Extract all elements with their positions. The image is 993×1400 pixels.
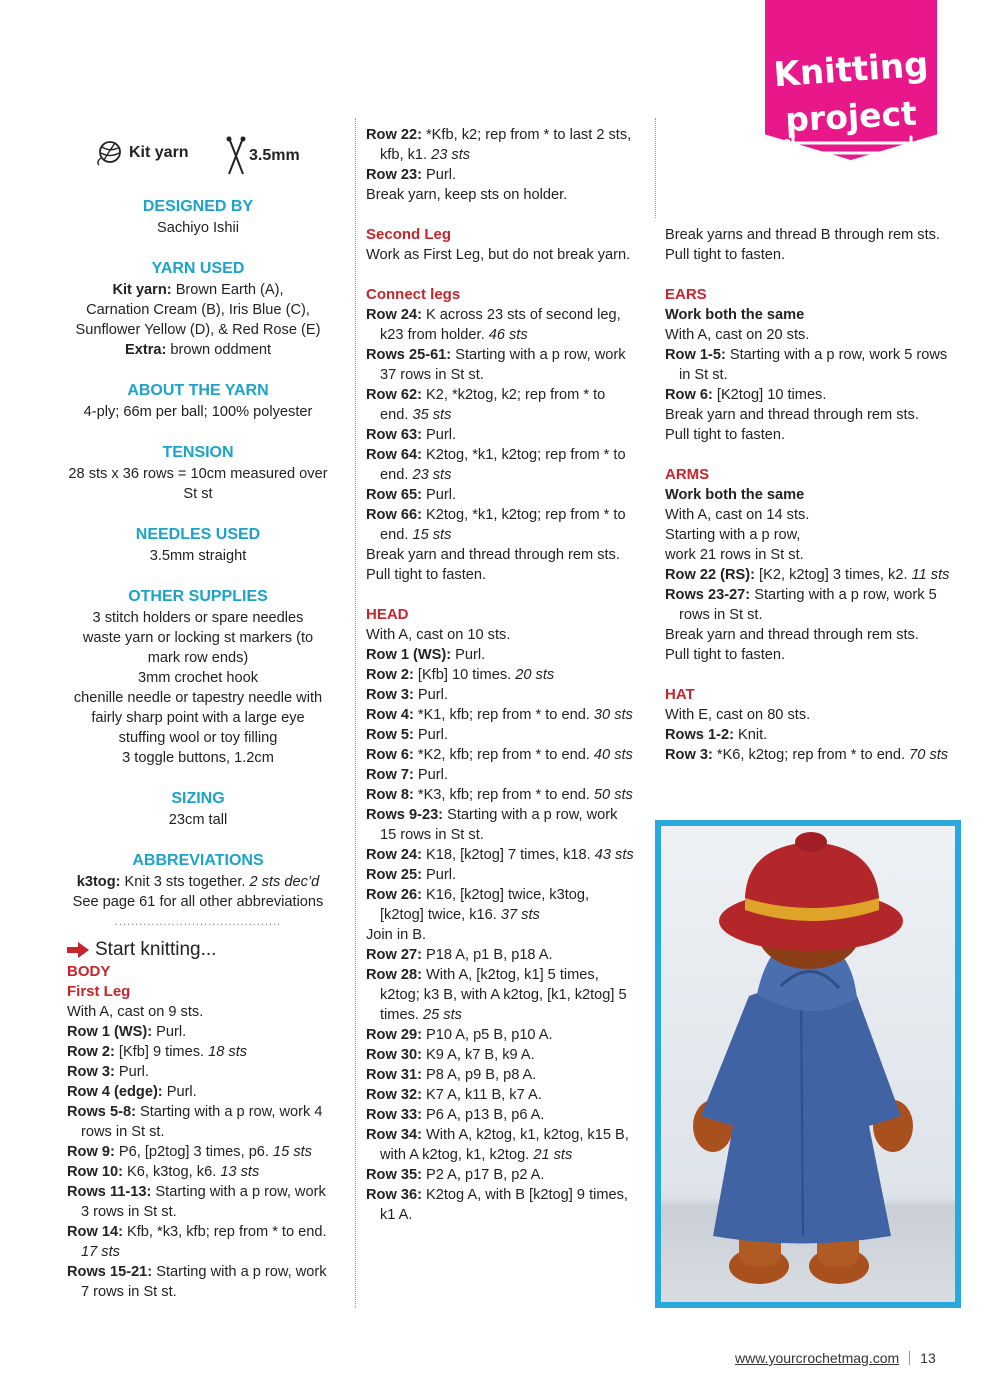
row-label: Row 2:	[366, 667, 414, 683]
info-section-line: fairly sharp point with a large eye	[91, 710, 305, 726]
row-label: Rows 9-23:	[366, 807, 444, 823]
instruction-row	[665, 625, 955, 645]
instruction-row	[67, 1142, 329, 1162]
info-section-title: NEEDLES USED	[135, 526, 261, 543]
row-text: Knit.	[733, 727, 768, 743]
info-text: Carnation Cream (B), Iris Blue (C),	[86, 302, 310, 318]
footer-url[interactable]: www.yourcrochetmag.com	[735, 1350, 900, 1366]
instruction-row	[366, 705, 636, 725]
section-heading: First Leg	[67, 983, 131, 1000]
row-label: Row 35:	[366, 1167, 422, 1183]
section-heading: HAT	[665, 686, 695, 703]
row-label: Row 25:	[366, 867, 422, 883]
row-text: Work as First Leg, but do not break yarn.	[366, 247, 631, 263]
row-text: K2, *k2tog, k2; rep from * to end.	[380, 387, 606, 423]
instruction-row	[366, 1085, 636, 1105]
column-3	[665, 225, 955, 765]
row-text: Starting with a p row, work 4 rows in St st.	[81, 1104, 323, 1140]
instruction-row	[366, 1165, 636, 1185]
row-label: Row 1 (WS):	[366, 647, 452, 663]
row-text: Break yarns and thread B through rem sts.	[665, 227, 940, 243]
pattern-info-sections	[67, 196, 329, 912]
info-section-line: 3.5mm straight	[149, 548, 247, 564]
instruction-row	[366, 665, 636, 685]
info-text: Knit 3 sts together.	[120, 874, 250, 890]
row-text: Starting with a p row, work 5 rows in St st.	[679, 587, 937, 623]
instruction-row	[67, 1102, 329, 1142]
row-label: Row 62:	[366, 387, 422, 403]
info-section-title: YARN USED	[151, 260, 245, 277]
teddy-bear-photo	[655, 820, 961, 1308]
row-label: Row 30:	[366, 1047, 422, 1063]
row-text: With A, k2tog, k1, k2tog, k15 B, with A k2tog, k1, k2tog.	[380, 1127, 629, 1163]
stitch-count: 50 sts	[593, 787, 633, 803]
stitch-count: 35 sts	[412, 407, 452, 423]
stitch-count: 23 sts	[412, 467, 452, 483]
info-section-line: 4-ply; 66m per ball; 100% polyester	[83, 404, 313, 420]
column-2	[366, 125, 636, 1225]
arrow-right-icon	[67, 942, 89, 958]
info-note: 2 sts dec’d	[249, 874, 320, 890]
info-section-title: OTHER SUPPLIES	[128, 588, 268, 605]
row-text: Pull tight to fasten.	[665, 647, 786, 663]
row-text: P10 A, p5 B, p10 A.	[421, 1027, 553, 1043]
row-text: Purl.	[114, 1064, 149, 1080]
instruction-row	[665, 745, 955, 765]
row-text: Purl.	[421, 167, 457, 183]
footer-separator	[909, 1351, 910, 1365]
row-text: Starting with a p row, work 5 rows in St st.	[679, 347, 948, 383]
instruction-row	[67, 1002, 329, 1022]
info-section-line: 3mm crochet hook	[137, 670, 259, 686]
row-label: Row 66:	[366, 507, 422, 523]
row-label: Rows 15-21:	[67, 1264, 153, 1280]
row-text: [K2, k2tog] 3 times, k2.	[755, 567, 912, 583]
stitch-count: 21 sts	[533, 1147, 573, 1163]
kit-needle	[225, 136, 300, 176]
instruction-row	[67, 1162, 329, 1182]
info-section-line: waste yarn or locking st markers (to	[82, 630, 314, 646]
stitch-count: 30 sts	[593, 707, 633, 723]
instruction-row	[665, 565, 955, 585]
section-heading: ARMS	[665, 466, 710, 483]
instruction-row	[665, 345, 955, 385]
instruction-row	[366, 745, 636, 765]
instruction-row	[67, 1082, 329, 1102]
row-text: P6, [p2tog] 3 times, p6.	[114, 1144, 274, 1160]
row-text: Starting with a p row, work 37 rows in St st.	[380, 347, 626, 383]
row-text: With A, cast on 14 sts.	[665, 507, 810, 523]
row-text: With E, cast on 80 sts.	[665, 707, 811, 723]
row-label: Rows 23-27:	[665, 587, 751, 603]
start-knitting-heading	[67, 938, 329, 962]
stitch-count: 13 sts	[220, 1164, 260, 1180]
row-text: Purl.	[413, 687, 448, 703]
row-label: Row 7:	[366, 767, 414, 783]
column-divider	[355, 118, 356, 1308]
instruction-row	[67, 1062, 329, 1082]
knitting-project-banner	[765, 0, 937, 160]
row-label: Row 27:	[366, 947, 422, 963]
info-section-line: 28 sts x 36 rows = 10cm measured over	[68, 466, 328, 482]
kit-info	[67, 140, 329, 174]
stitch-count: 43 sts	[594, 847, 634, 863]
row-label: Row 23:	[366, 167, 422, 183]
instruction-row	[366, 1025, 636, 1045]
instruction-row	[665, 425, 955, 445]
banner-line2: project	[784, 93, 918, 140]
row-label: Row 1-5:	[665, 347, 726, 363]
stitch-count: 15 sts	[412, 527, 452, 543]
row-label: Row 28:	[366, 967, 422, 983]
row-text: Starting with a p row,	[665, 527, 801, 543]
row-label: Rows 5-8:	[67, 1104, 136, 1120]
stitch-count: 46 sts	[488, 327, 528, 343]
row-text: work 21 rows in St st.	[665, 547, 804, 563]
stitch-count: 17 sts	[81, 1244, 120, 1260]
instruction-row	[366, 345, 636, 385]
row-label: Row 64:	[366, 447, 422, 463]
row-label: Rows 1-2:	[665, 727, 734, 743]
info-section-line: mark row ends)	[147, 650, 249, 666]
stitch-count: 23 sts	[431, 147, 471, 163]
instruction-row	[67, 1262, 329, 1302]
body-instructions	[67, 962, 329, 1302]
instruction-row	[366, 845, 636, 865]
row-label: Row 63:	[366, 427, 422, 443]
row-label: Row 36:	[366, 1187, 422, 1203]
row-text: Starting with a p row, work 7 rows in St st.	[81, 1264, 327, 1300]
info-section-line: 3 toggle buttons, 1.2cm	[122, 750, 274, 766]
instruction-row	[67, 1222, 329, 1262]
stitch-count: 70 sts	[909, 747, 949, 763]
instruction-row	[366, 925, 636, 945]
row-text: Purl.	[421, 487, 457, 503]
info-section-line: Sachiyo Ishii	[157, 220, 239, 236]
instruction-row	[366, 765, 636, 785]
instruction-row	[366, 125, 636, 165]
instruction-row	[366, 1185, 636, 1225]
column-divider	[655, 118, 656, 218]
row-text: *K1, kfb; rep from * to end.	[413, 707, 594, 723]
row-text: *Kfb, k2; rep from * to last 2 sts, kfb, k1.	[380, 127, 632, 163]
instruction-row	[665, 325, 955, 345]
instruction-row	[366, 645, 636, 665]
info-label: Kit yarn:	[112, 282, 172, 298]
row-text: With A, cast on 10 sts.	[366, 627, 511, 643]
subheading: Work both the same	[665, 307, 805, 323]
row-label: Row 3:	[366, 687, 414, 703]
info-section-title: ABBREVIATIONS	[132, 852, 264, 869]
instruction-row	[366, 505, 636, 545]
row-label: Row 10:	[67, 1164, 123, 1180]
info-text: See page 61 for all other abbreviations	[72, 894, 324, 910]
row-label: Row 6:	[665, 387, 713, 403]
row-text: Pull tight to fasten.	[665, 427, 786, 443]
section-heading: EARS	[665, 286, 707, 303]
info-section-line	[67, 340, 329, 360]
instruction-row	[366, 965, 636, 1025]
row-text: Break yarn and thread through rem sts.	[665, 627, 919, 643]
info-section-line: 3 stitch holders or spare needles	[92, 610, 304, 626]
stitch-count: 20 sts	[515, 667, 555, 683]
row-label: Row 26:	[366, 887, 422, 903]
instruction-row	[665, 405, 955, 425]
instruction-row	[67, 1022, 329, 1042]
page-footer	[735, 1350, 936, 1366]
instruction-row	[366, 445, 636, 485]
row-text: P18 A, p1 B, p18 A.	[421, 947, 553, 963]
row-text: *K3, kfb; rep from * to end.	[413, 787, 594, 803]
row-label: Row 6:	[366, 747, 414, 763]
stitch-count: 37 sts	[500, 907, 540, 923]
stitch-count: 18 sts	[208, 1044, 248, 1060]
instruction-row	[366, 1045, 636, 1065]
instruction-row	[366, 485, 636, 505]
row-label: Row 1 (WS):	[67, 1024, 153, 1040]
info-section-line	[67, 872, 329, 892]
info-label: k3tog:	[76, 874, 121, 890]
row-text: Pull tight to fasten.	[366, 567, 487, 583]
instruction-row	[665, 705, 955, 725]
instruction-row	[366, 1125, 636, 1165]
instruction-row	[366, 185, 636, 205]
info-text: Brown Earth (A),	[171, 282, 284, 298]
instruction-row	[366, 245, 636, 265]
row-text: With A, cast on 9 sts.	[67, 1004, 204, 1020]
instruction-row	[366, 685, 636, 705]
row-label: Rows 11-13:	[67, 1184, 152, 1200]
row-text: Purl.	[421, 867, 457, 883]
row-text: With A, [k2tog, k1] 5 times, k2tog; k3 B, with A k2tog, [k1, k2tog] 5 times.	[380, 967, 627, 1023]
knitted-bear-illustration	[661, 826, 955, 1302]
instruction-row	[366, 565, 636, 585]
row-label: Row 4 (edge):	[67, 1084, 163, 1100]
instruction-row	[366, 725, 636, 745]
row-text: K across 23 sts of second leg, k23 from holder.	[380, 307, 621, 343]
instruction-row	[665, 525, 955, 545]
row-text: *K2, kfb; rep from * to end.	[413, 747, 594, 763]
row-text: Break yarn, keep sts on holder.	[366, 187, 568, 203]
section-heading: HEAD	[366, 606, 409, 623]
info-section-line	[67, 892, 329, 912]
row-label: Row 3:	[665, 747, 713, 763]
row-label: Row 65:	[366, 487, 422, 503]
yarn-ball-icon	[95, 140, 123, 166]
info-section-title: TENSION	[162, 444, 234, 461]
info-section-line: stuffing wool or toy filling	[118, 730, 278, 746]
kit-needle-label: 3.5mm	[249, 147, 300, 164]
row-text: Purl.	[413, 727, 448, 743]
info-text: brown oddment	[166, 342, 272, 358]
instruction-row	[665, 645, 955, 665]
row-text: Purl.	[152, 1024, 187, 1040]
row-label: Row 31:	[366, 1067, 422, 1083]
row-text: Purl.	[451, 647, 486, 663]
instruction-row	[366, 385, 636, 425]
instruction-row	[665, 545, 955, 565]
stitch-count: 40 sts	[593, 747, 633, 763]
row-label: Row 33:	[366, 1107, 422, 1123]
row-text: Break yarn and thread through rem sts.	[366, 547, 620, 563]
instruction-row	[665, 245, 955, 265]
kit-yarn	[95, 140, 189, 166]
row-text: K18, [k2tog] 7 times, k18.	[421, 847, 595, 863]
row-label: Row 3:	[67, 1064, 115, 1080]
row-text: Starting with a p row, work 3 rows in St st.	[81, 1184, 326, 1220]
row-text: K16, [k2tog] twice, k3tog, [k2tog] twice, k16.	[380, 887, 590, 923]
row-label: Row 2:	[67, 1044, 115, 1060]
row-text: K2tog, *k1, k2tog; rep from * to end.	[380, 447, 626, 483]
row-text: Break yarn and thread through rem sts.	[665, 407, 919, 423]
kit-yarn-label: Kit yarn	[129, 144, 189, 161]
row-text: K2tog A, with B [k2tog] 9 times, k1 A.	[380, 1187, 628, 1223]
row-text: K6, k3tog, k6.	[122, 1164, 221, 1180]
needles-icon	[225, 136, 247, 176]
row-label: Row 29:	[366, 1027, 422, 1043]
info-section-title: ABOUT THE YARN	[127, 382, 269, 399]
row-label: Row 32:	[366, 1087, 422, 1103]
instruction-row	[665, 505, 955, 525]
instruction-row	[366, 945, 636, 965]
row-text: *K6, k2tog; rep from * to end.	[712, 747, 910, 763]
row-label: Row 9:	[67, 1144, 115, 1160]
row-label: Row 24:	[366, 847, 422, 863]
row-text: [Kfb] 10 times.	[413, 667, 516, 683]
instruction-row	[67, 1042, 329, 1062]
info-section-line	[67, 300, 329, 320]
info-section-title: SIZING	[171, 790, 225, 807]
banner-line1: Knitting	[772, 44, 930, 96]
instruction-row	[366, 865, 636, 885]
row-label: Row 22 (RS):	[665, 567, 755, 583]
instruction-row	[366, 165, 636, 185]
instruction-row	[366, 1065, 636, 1085]
info-text: Sunflower Yellow (D), & Red Rose (E)	[75, 322, 321, 338]
instruction-row	[366, 425, 636, 445]
row-text: Join in B.	[366, 927, 427, 943]
section-heading: Second Leg	[366, 226, 452, 243]
row-text: Purl.	[162, 1084, 197, 1100]
section-heading: BODY	[67, 963, 111, 980]
row-text: K9 A, k7 B, k9 A.	[421, 1047, 535, 1063]
start-knitting-label: Start knitting...	[95, 939, 217, 960]
instruction-row	[665, 585, 955, 625]
row-text: P8 A, p9 B, p8 A.	[421, 1067, 537, 1083]
knitting-needles-icon	[773, 135, 931, 165]
info-label: Extra:	[124, 342, 167, 358]
row-text: [K2tog] 10 times.	[712, 387, 827, 403]
row-label: Row 34:	[366, 1127, 422, 1143]
instruction-row	[665, 385, 955, 405]
dotted-separator: .........................................	[114, 916, 282, 928]
row-label: Row 5:	[366, 727, 414, 743]
column-1	[67, 140, 329, 1302]
row-text: P6 A, p13 B, p6 A.	[421, 1107, 545, 1123]
row-label: Row 14:	[67, 1224, 123, 1240]
instruction-row	[665, 225, 955, 245]
row-label: Row 22:	[366, 127, 422, 143]
row-label: Rows 25-61:	[366, 347, 452, 363]
row-text: Starting with a p row, work 15 rows in St st.	[380, 807, 618, 843]
section-heading: Connect legs	[366, 286, 461, 303]
row-text: Purl.	[413, 767, 448, 783]
row-label: Row 24:	[366, 307, 422, 323]
row-label: Row 8:	[366, 787, 414, 803]
row-text: P2 A, p17 B, p2 A.	[421, 1167, 545, 1183]
info-section-line: chenille needle or tapestry needle with	[73, 690, 323, 706]
instruction-row	[366, 305, 636, 345]
info-section-line: 23cm tall	[168, 812, 228, 828]
instruction-row	[366, 805, 636, 845]
info-section-line	[67, 320, 329, 340]
info-section-line	[67, 280, 329, 300]
instruction-row	[665, 725, 955, 745]
page-number: 13	[920, 1350, 936, 1366]
instruction-row	[366, 545, 636, 565]
row-text: Purl.	[421, 427, 457, 443]
instruction-row	[366, 785, 636, 805]
row-text: K2tog, *k1, k2tog; rep from * to end.	[380, 507, 626, 543]
row-text: Kfb, *k3, kfb; rep from * to end.	[122, 1224, 327, 1240]
instruction-row	[67, 1182, 329, 1222]
row-text: With A, cast on 20 sts.	[665, 327, 810, 343]
row-text: [Kfb] 9 times.	[114, 1044, 209, 1060]
row-text: K7 A, k11 B, k7 A.	[421, 1087, 542, 1103]
row-label: Row 4:	[366, 707, 414, 723]
instruction-row	[366, 885, 636, 925]
stitch-count: 11 sts	[911, 567, 950, 583]
instruction-row	[366, 1105, 636, 1125]
subheading: Work both the same	[665, 487, 805, 503]
stitch-count: 15 sts	[273, 1144, 312, 1160]
row-text: Pull tight to fasten.	[665, 247, 786, 263]
stitch-count: 25 sts	[422, 1007, 462, 1023]
info-section-line: St st	[183, 486, 213, 502]
info-section-title: DESIGNED BY	[142, 198, 254, 215]
instruction-row	[366, 625, 636, 645]
